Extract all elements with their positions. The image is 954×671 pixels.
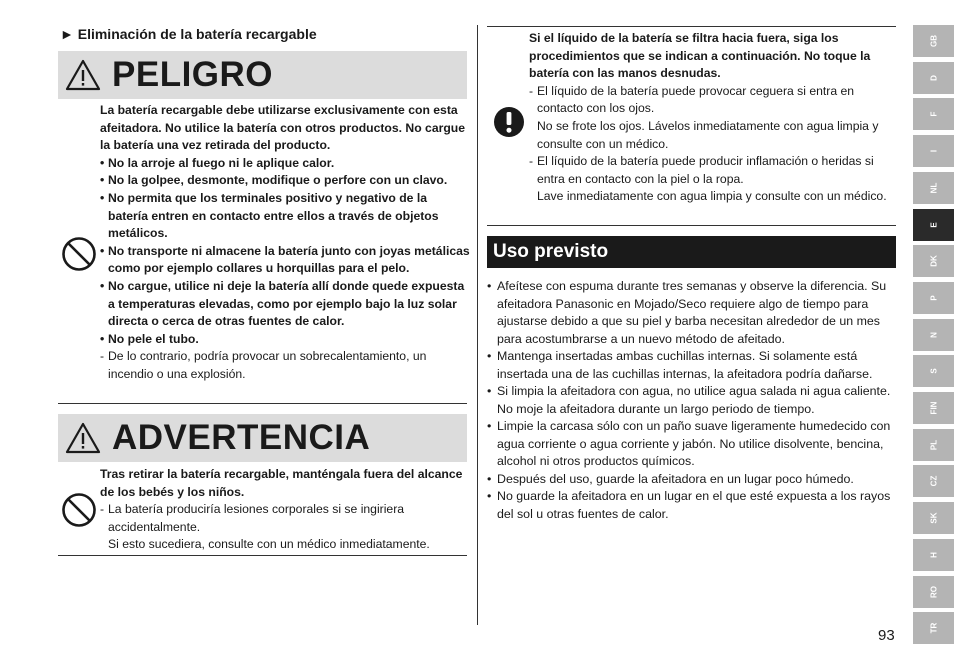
language-tab-sk[interactable]: [913, 502, 954, 534]
warning-note-cont: Si esto sucediera, consulte con un médico inmediatamente.: [108, 537, 430, 552]
language-tab-dk[interactable]: [913, 245, 954, 277]
language-tab-tr[interactable]: [913, 612, 954, 644]
language-tab-label: P: [929, 295, 938, 301]
uso-content: [487, 278, 897, 523]
danger-banner: [58, 51, 467, 99]
prohibition-icon: [60, 235, 98, 273]
language-tab-fin[interactable]: [913, 392, 954, 424]
language-tab-label: DK: [929, 255, 938, 267]
section-heading: ► Eliminación de la batería recargable: [60, 26, 317, 42]
list-item: • No transporte ni almacene la batería junto con joyas metálicas como por ejemplo collares u horquillas para el pelo.: [100, 243, 470, 276]
danger-content: [100, 102, 470, 384]
list-item: - El líquido de la batería puede producir inflamación o heridas si entra en contacto con la piel o la ropa.: [529, 154, 874, 186]
danger-lead: La batería recargable debe utilizarse exclusivamente con esta afeitadora. No utilice la batería con otros productos. No cargue la batería una vez retirada del producto.: [100, 103, 466, 153]
list-item: • No la golpee, desmonte, modifique o perfore con un clavo.: [100, 173, 448, 188]
list-item: - La batería produciría lesiones corporales si se ingiriera accidentalmente.: [100, 502, 405, 534]
language-tab-label: S: [929, 368, 938, 374]
language-tab-label: CZ: [929, 476, 938, 487]
list-item: • No guarde la afeitadora en un lugar en el que esté expuesta a los rayos del sol u otras fuentes de calor.: [487, 489, 891, 521]
language-tab-label: FIN: [929, 401, 938, 415]
divider: [487, 26, 896, 27]
warning-content: [100, 466, 470, 554]
list-item: - El líquido de la batería puede provocar ceguera si entra en contacto con los ojos.: [529, 83, 855, 116]
language-tab-ro[interactable]: [913, 576, 954, 608]
leak-note-cont: No se frote los ojos. Lávelos inmediatamente con agua limpia y consulte con un médico.: [537, 118, 879, 151]
language-tab-label: E: [929, 221, 938, 228]
language-tab-label: TR: [929, 622, 938, 634]
warning-banner: [58, 414, 467, 462]
language-tab-label: H: [929, 551, 938, 558]
divider: [58, 555, 467, 556]
language-tab-s[interactable]: [913, 355, 954, 387]
warning-triangle-icon: [64, 58, 102, 92]
list-item: • No cargue, utilice ni deje la batería allí donde quede expuesta a temperaturas elevadas, como por ejemplo bajo la luz solar directa o cerca de otras fuentes de calor.: [100, 278, 465, 329]
language-tab-pl[interactable]: [913, 429, 954, 461]
language-tab-cz[interactable]: [913, 465, 954, 497]
list-item: • Limpie la carcasa sólo con un paño suave ligeramente humedecido con agua corriente o agua corriente y jabón. No utilice disolvente, bencina, alcohol ni otros productos químicos.: [487, 419, 891, 468]
list-item: • No permita que los terminales positivo y negativo de la batería entren en contacto entre ellos a través de objetos metálicos.: [100, 190, 439, 241]
leak-lead: Si el líquido de la batería se filtra hacia fuera, siga los procedimientos que se indican a continuación. No toque la batería con las manos desnudas.: [529, 31, 871, 81]
list-item: • No pele el tubo.: [100, 331, 199, 346]
language-tab-nl[interactable]: [913, 172, 954, 204]
language-tab-d[interactable]: [913, 62, 954, 94]
warning-triangle-icon: [64, 421, 102, 455]
warning-title: ADVERTENCIA: [112, 418, 371, 457]
list-item: • No la arroje al fuego ni le aplique calor.: [100, 155, 335, 170]
language-tab-n[interactable]: [913, 319, 954, 351]
language-tab-f[interactable]: [913, 98, 954, 130]
uso-previsto-title: Uso previsto: [487, 236, 896, 268]
list-item: • Después del uso, guarde la afeitadora en un lugar poco húmedo.: [487, 471, 854, 486]
list-item: - De lo contrario, podría provocar un sobrecalentamiento, un incendio o una explosión.: [100, 349, 427, 381]
column-divider: [477, 25, 478, 625]
mandatory-action-icon: [493, 106, 525, 138]
language-tab-label: RO: [929, 585, 938, 598]
list-item: • Mantenga insertadas ambas cuchillas internas. Si solamente está insertada una de las cuchillas internas, la afeitadora podría dañarse.: [487, 349, 873, 381]
language-tab-h[interactable]: [913, 539, 954, 571]
page-number: 93: [878, 627, 895, 644]
language-tab-label: NL: [929, 182, 938, 194]
warning-lead: Tras retirar la batería recargable, manténgala fuera del alcance de los bebés y los niños.: [100, 467, 463, 499]
language-tab-label: GB: [929, 35, 938, 47]
language-tab-i[interactable]: [913, 135, 954, 167]
language-tab-p[interactable]: [913, 282, 954, 314]
list-item: • Afeítese con espuma durante tres semanas y observe la diferencia. Su afeitadora Panasonic en Mojado/Seco requiere algo de tiempo para ajustarse debido a que su piel y barba necesitan alrededor de un mes para acostumbrarse a un nuevo método de afeitado.: [487, 279, 887, 346]
leak-content: [529, 30, 897, 206]
language-tab-label: N: [929, 331, 938, 338]
divider: [487, 225, 896, 226]
divider: [58, 403, 467, 404]
language-tab-e[interactable]: [913, 209, 954, 241]
language-tab-label: D: [929, 74, 938, 81]
language-tab-label: F: [929, 111, 938, 117]
language-tab-gb[interactable]: [913, 25, 954, 57]
list-item: • Si limpia la afeitadora con agua, no utilice agua salada ni agua caliente. No moje la afeitadora durante un largo periodo de tiempo.: [487, 384, 891, 416]
danger-title: PELIGRO: [112, 55, 274, 94]
language-tab-label: SK: [929, 512, 938, 524]
language-tab-label: PL: [929, 439, 938, 450]
prohibition-icon: [60, 491, 98, 529]
language-tab-label: I: [929, 149, 938, 153]
leak-note-cont: Lave inmediatamente con agua limpia y consulte con un médico.: [537, 189, 887, 204]
